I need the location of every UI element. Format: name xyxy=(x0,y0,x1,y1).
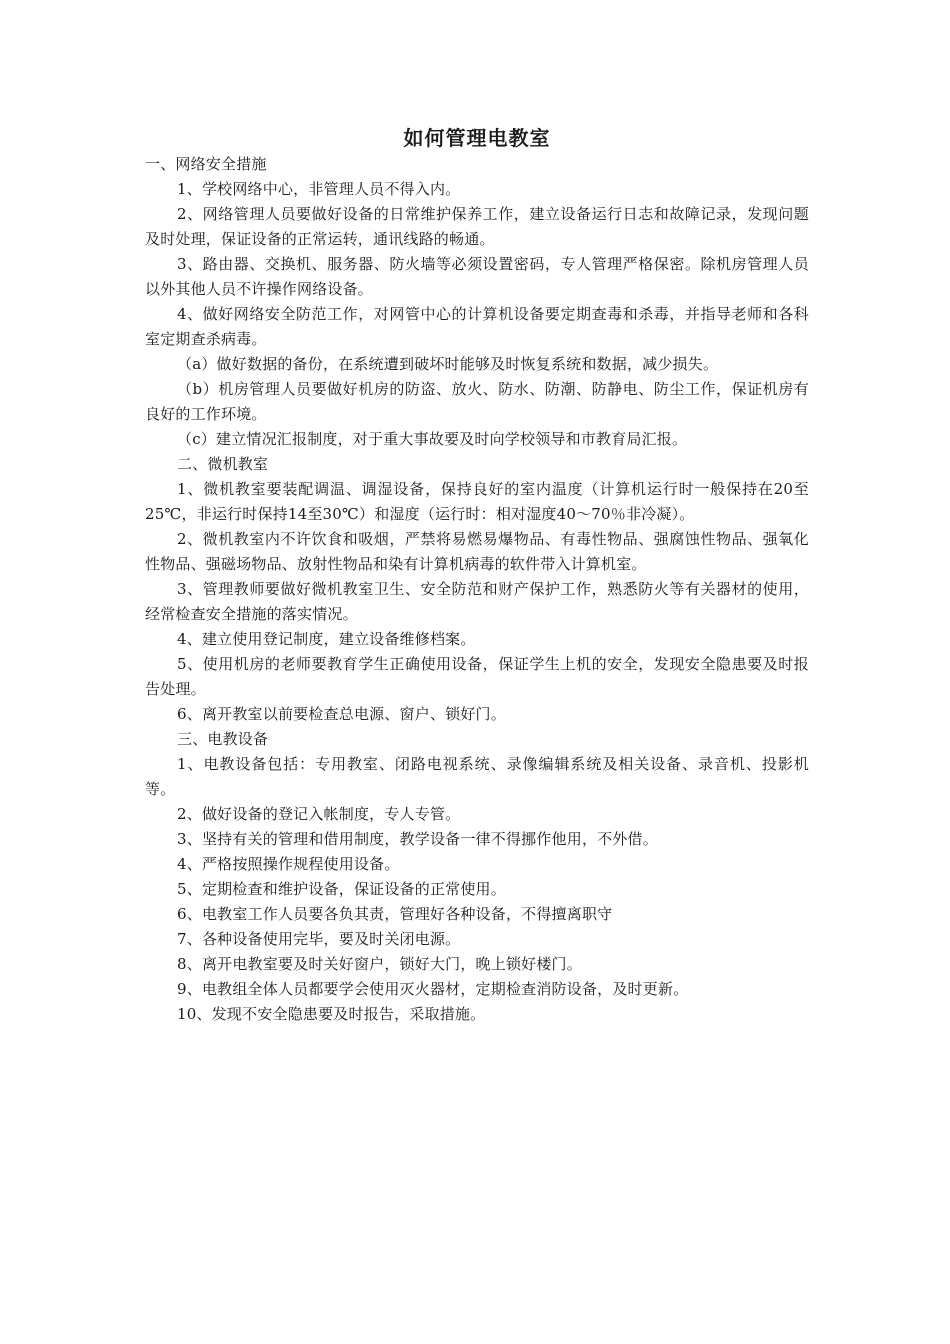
paragraph: 3、坚持有关的管理和借用制度，教学设备一律不得挪作他用，不外借。 xyxy=(177,830,658,848)
paragraph: 5、使用机房的老师要教育学生正确使用设备，保证学生上机的安全，发现安全隐患要及时报告处理。 xyxy=(145,655,809,698)
paragraph: 4、建立使用登记制度，建立设备维修档案。 xyxy=(177,630,476,648)
document-page xyxy=(145,124,809,1027)
paragraph: 5、定期检查和维护设备，保证设备的正常使用。 xyxy=(177,880,506,898)
paragraph: 6、电教室工作人员要各负其责，管理好各种设备，不得擅离职守 xyxy=(177,905,613,923)
paragraph: 2、微机教室内不许饮食和吸烟，严禁将易燃易爆物品、有毒性物品、强腐蚀性物品、强氧化性物品、强磁场物品、放射性物品和染有计算机病毒的软件带入计算机室。 xyxy=(145,530,809,573)
paragraph: 4、做好网络安全防范工作，对网管中心的计算机设备要定期查毒和杀毒，并指导老师和各科室定期查杀病毒。 xyxy=(145,305,809,348)
paragraph: （c）建立情况汇报制度，对于重大事故要及时向学校领导和市教育局汇报。 xyxy=(177,430,688,448)
paragraph: 4、严格按照操作规程使用设备。 xyxy=(177,855,400,873)
section-heading-network: 一、网络安全措施 xyxy=(145,155,267,173)
paragraph: 2、网络管理人员要做好设备的日常维护保养工作，建立设备运行日志和故障记录，发现问题及时处理，保证设备的正常运转，通讯线路的畅通。 xyxy=(145,205,809,248)
document-body xyxy=(145,152,809,1027)
document-title: 如何管理电教室 xyxy=(403,126,551,150)
section-heading-computer-lab: 二、微机教室 xyxy=(177,455,269,473)
section-heading-av-equipment: 三、电教设备 xyxy=(177,730,269,748)
paragraph: 10、发现不安全隐患要及时报告，采取措施。 xyxy=(177,1005,486,1023)
paragraph: 6、离开教室以前要检查总电源、窗户、锁好门。 xyxy=(177,705,506,723)
paragraph: （b）机房管理人员要做好机房的防盗、放火、防水、防潮、防静电、防尘工作，保证机房有良好的工作环境。 xyxy=(145,380,809,423)
paragraph: 1、电教设备包括：专用教室、闭路电视系统、录像编辑系统及相关设备、录音机、投影机等。 xyxy=(145,755,809,798)
paragraph: 3、路由器、交换机、服务器、防火墙等必须设置密码，专人管理严格保密。除机房管理人员以外其他人员不许操作网络设备。 xyxy=(145,255,809,298)
paragraph: 7、各种设备使用完毕，要及时关闭电源。 xyxy=(177,930,461,948)
paragraph: （a）做好数据的备份，在系统遭到破坏时能够及时恢复系统和数据，减少损失。 xyxy=(177,355,719,373)
paragraph: 1、学校网络中心，非管理人员不得入内。 xyxy=(177,180,461,198)
paragraph: 2、做好设备的登记入帐制度，专人专管。 xyxy=(177,805,461,823)
paragraph: 3、管理教师要做好微机教室卫生、安全防范和财产保护工作，熟悉防火等有关器材的使用，经常检查安全措施的落实情况。 xyxy=(145,580,809,623)
paragraph: 1、微机教室要装配调温、调湿设备，保持良好的室内温度（计算机运行时一般保持在20至25℃，非运行时保持14至30℃）和湿度（运行时：相对湿度40～70％非冷凝）。 xyxy=(145,480,809,523)
paragraph: 8、离开电教室要及时关好窗户，锁好大门，晚上锁好楼门。 xyxy=(177,955,582,973)
paragraph: 9、电教组全体人员都要学会使用灭火器材，定期检查消防设备，及时更新。 xyxy=(177,980,689,998)
